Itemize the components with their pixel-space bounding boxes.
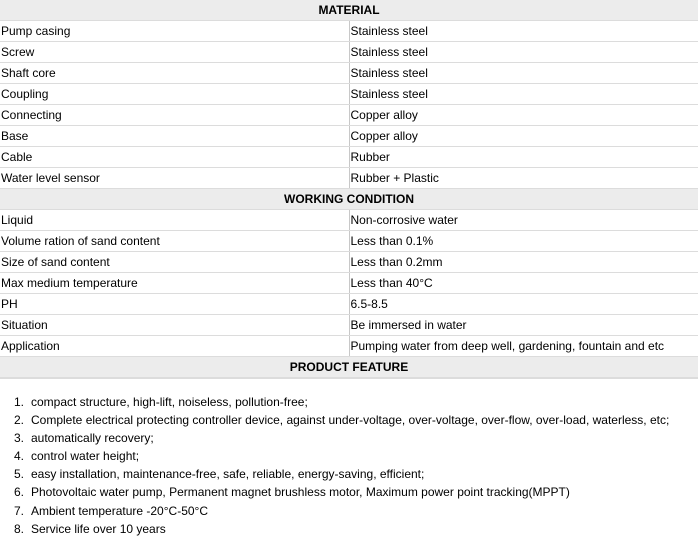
working-condition-value: Pumping water from deep well, gardening, fountain and etc	[349, 336, 698, 357]
working-condition-value: Less than 0.2mm	[349, 252, 698, 273]
feature-number: 5.	[14, 467, 25, 482]
material-label: Base	[0, 126, 349, 147]
feature-text: control water height;	[31, 449, 140, 464]
product-feature-header-row	[0, 357, 698, 378]
working-condition-row	[0, 315, 698, 336]
working-condition-value: Be immersed in water	[349, 315, 698, 336]
working-condition-value: Less than 40°C	[349, 273, 698, 294]
material-label: Connecting	[0, 105, 349, 126]
working-condition-label: Max medium temperature	[0, 273, 349, 294]
material-row	[0, 168, 698, 189]
material-label: Cable	[0, 147, 349, 168]
working-condition-row	[0, 231, 698, 252]
material-row	[0, 63, 698, 84]
feature-item	[14, 502, 669, 520]
feature-number: 3.	[14, 431, 25, 446]
feature-text: Photovoltaic water pump, Permanent magnet brushless motor, Maximum power point tracking(MPPT)	[31, 485, 570, 500]
material-value: Copper alloy	[349, 126, 698, 147]
material-row	[0, 147, 698, 168]
feature-item	[14, 429, 669, 447]
working-condition-header-row	[0, 189, 698, 210]
working-condition-label: Application	[0, 336, 349, 357]
working-condition-table	[0, 189, 698, 378]
working-condition-row	[0, 210, 698, 231]
feature-item	[14, 483, 669, 501]
material-label: Pump casing	[0, 21, 349, 42]
working-condition-value: Less than 0.1%	[349, 231, 698, 252]
working-condition-value: Non-corrosive water	[349, 210, 698, 231]
material-row	[0, 105, 698, 126]
material-value: Rubber	[349, 147, 698, 168]
feature-text: easy installation, maintenance-free, safe, reliable, energy-saving, efficient;	[31, 467, 425, 482]
material-label: Water level sensor	[0, 168, 349, 189]
feature-item	[14, 411, 669, 429]
material-label: Coupling	[0, 84, 349, 105]
material-table	[0, 0, 698, 189]
material-value: Copper alloy	[349, 105, 698, 126]
working-condition-row	[0, 294, 698, 315]
working-condition-label: Situation	[0, 315, 349, 336]
feature-list	[14, 393, 669, 538]
material-row	[0, 126, 698, 147]
product-feature-box	[0, 378, 698, 551]
feature-text: automatically recovery;	[31, 431, 154, 446]
material-value: Stainless steel	[349, 21, 698, 42]
material-header: MATERIAL	[0, 0, 698, 21]
material-label: Screw	[0, 42, 349, 63]
feature-number: 1.	[14, 395, 25, 409]
feature-number: 4.	[14, 449, 25, 464]
working-condition-value: 6.5-8.5	[349, 294, 698, 315]
feature-item	[14, 465, 669, 483]
working-condition-row	[0, 336, 698, 357]
working-condition-label: Liquid	[0, 210, 349, 231]
material-value: Rubber + Plastic	[349, 168, 698, 189]
feature-text: Ambient temperature -20°C-50°C	[31, 503, 209, 518]
material-row	[0, 21, 698, 42]
feature-item	[14, 520, 669, 538]
material-value: Stainless steel	[349, 84, 698, 105]
material-header-row	[0, 0, 698, 21]
working-condition-header: WORKING CONDITION	[0, 189, 698, 210]
material-row	[0, 42, 698, 63]
working-condition-label: PH	[0, 294, 349, 315]
feature-number: 2.	[14, 413, 25, 428]
material-row	[0, 84, 698, 105]
feature-item	[14, 393, 669, 411]
feature-text: Service life over 10 years	[31, 521, 166, 536]
feature-number: 8.	[14, 521, 25, 536]
working-condition-label: Volume ration of sand content	[0, 231, 349, 252]
feature-text: compact structure, high-lift, noiseless, pollution-free;	[31, 395, 308, 409]
feature-item	[14, 447, 669, 465]
feature-number: 7.	[14, 503, 25, 518]
product-feature-header: PRODUCT FEATURE	[0, 357, 698, 378]
material-value: Stainless steel	[349, 63, 698, 84]
working-condition-row	[0, 252, 698, 273]
working-condition-label: Size of sand content	[0, 252, 349, 273]
feature-number: 6.	[14, 485, 25, 500]
material-value: Stainless steel	[349, 42, 698, 63]
feature-text: Complete electrical protecting controller device, against under-voltage, over-voltage, over-flow, over-load, waterless, etc;	[31, 413, 670, 428]
material-label: Shaft core	[0, 63, 349, 84]
working-condition-row	[0, 273, 698, 294]
